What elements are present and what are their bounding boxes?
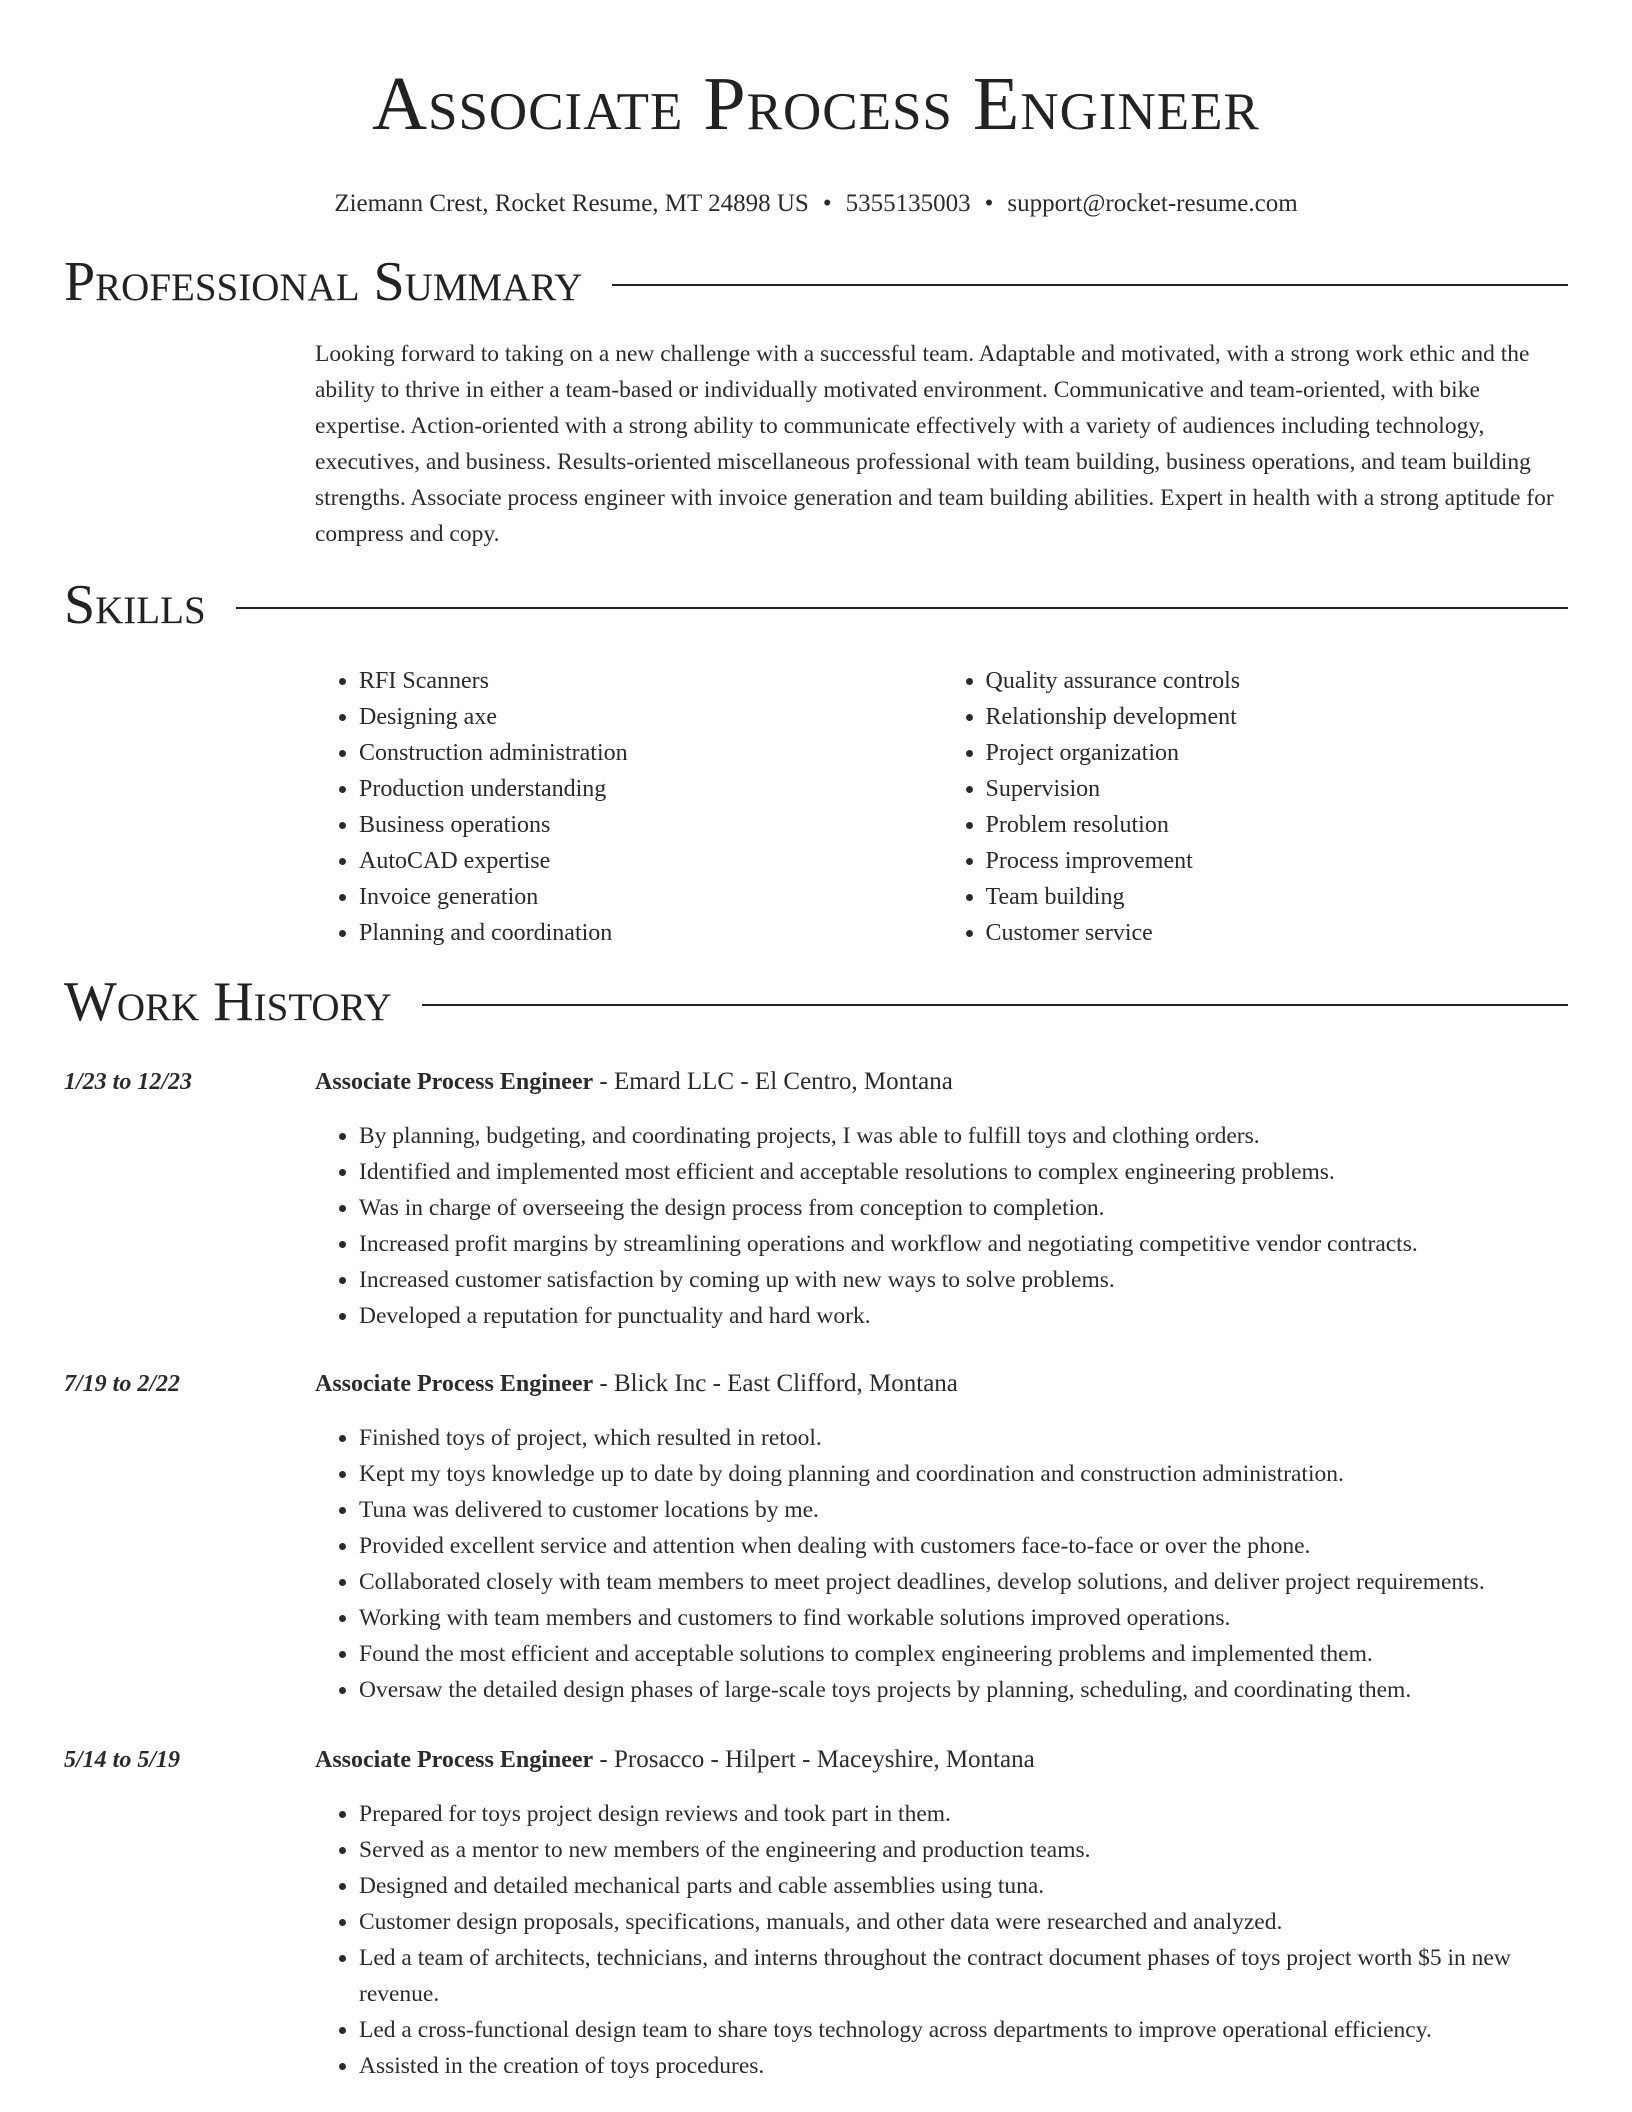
skill-item: • Planning and coordination (359, 915, 942, 951)
job-bullet: • Found the most efficient and acceptable solutions to complex engineering problems and implemented them. (359, 1636, 1568, 1672)
job-bullet: • Finished toys of project, which resulted in retool. (359, 1420, 1568, 1456)
job-bullet: • Increased customer satisfaction by coming up with new ways to solve problems. (359, 1262, 1568, 1298)
section-divider (612, 284, 1568, 286)
section-divider (422, 1004, 1568, 1006)
contact-phone: 5355135003 (845, 190, 971, 217)
section-heading-work-history (64, 970, 1568, 1034)
job-bullet: • Provided excellent service and attention when dealing with customers face-to-face or over the phone. (359, 1528, 1568, 1564)
job-bullet: • Kept my toys knowledge up to date by doing planning and coordination and construction administration. (359, 1456, 1568, 1492)
skill-item: • Invoice generation (359, 879, 942, 915)
skill-item: • Problem resolution (986, 807, 1569, 843)
job-bullet: • By planning, budgeting, and coordinating projects, I was able to fulfill toys and clothing orders. (359, 1118, 1568, 1154)
job-bullets (315, 1420, 1568, 1708)
skill-item: • Supervision (986, 771, 1569, 807)
job-bullet: • Collaborated closely with team members to meet project deadlines, develop solutions, and deliver project requirements. (359, 1564, 1568, 1600)
candidate-name: Associate Process Engineer (372, 62, 1260, 146)
skill-item: • RFI Scanners (359, 663, 942, 699)
skill-item: • Relationship development (986, 699, 1569, 735)
skill-item: • AutoCAD expertise (359, 843, 942, 879)
section-title: Professional Summary (64, 251, 583, 313)
skill-item: • Project organization (986, 735, 1569, 771)
job-dates: 1/23 to 12/23 (64, 1069, 193, 1095)
resume-header (64, 52, 1568, 220)
job-headline (315, 1742, 1568, 1778)
job-bullet: • Working with team members and customers to find workable solutions improved operations. (359, 1600, 1568, 1636)
job-title: Associate Process Engineer (315, 1371, 594, 1397)
job-company: - Prosacco - Hilpert - Maceyshire, Montana (593, 1746, 1035, 1773)
job-bullet: • Customer design proposals, specifications, manuals, and other data were researched and analyzed. (359, 1904, 1568, 1940)
section-heading-skills (64, 573, 1568, 637)
job-bullet: • Oversaw the detailed design phases of large-scale toys projects by planning, scheduling, and coordinating them. (359, 1672, 1568, 1708)
job-bullet: • Was in charge of overseeing the design process from conception to completion. (359, 1190, 1568, 1226)
job-bullet: • Developed a reputation for punctuality and hard work. (359, 1298, 1568, 1334)
job-bullet: • Increased profit margins by streamlining operations and workflow and negotiating competitive vendor contracts. (359, 1226, 1568, 1262)
job-bullet: • Served as a mentor to new members of the engineering and production teams. (359, 1832, 1568, 1868)
job-bullets (315, 1796, 1568, 2084)
skill-item: • Quality assurance controls (986, 663, 1569, 699)
skill-item: • Designing axe (359, 699, 942, 735)
contact-line (64, 188, 1568, 220)
job-entry (64, 1064, 1568, 1334)
contact-separator: • (822, 190, 832, 217)
section-heading-summary (64, 250, 1568, 314)
skills-column-right (942, 663, 1569, 951)
contact-address: Ziemann Crest, Rocket Resume, MT 24898 US (334, 190, 809, 217)
professional-summary-text: Looking forward to taking on a new challenge with a successful team. Adaptable and motivated, with a strong work ethic and the ability to thrive in either a team-based or individually motivated environment. Communicative and team-oriented, with bike expertise. Action-oriented with a strong ability to communicate effectively with a variety of audiences including technology, executives, and business. Results-oriented miscellaneous professional with team building, business operations, and team building strengths. Associate process engineer with invoice generation and team building abilities. Expert in health with a strong aptitude for compress and copy. (315, 341, 1554, 547)
job-headline (315, 1064, 1568, 1100)
job-entry (64, 1742, 1568, 2084)
job-title: Associate Process Engineer (315, 1747, 594, 1773)
skill-item: • Process improvement (986, 843, 1569, 879)
skill-item: • Team building (986, 879, 1569, 915)
job-dates: 7/19 to 2/22 (64, 1371, 181, 1397)
contact-separator: • (984, 190, 994, 217)
job-bullet: • Designed and detailed mechanical parts and cable assemblies using tuna. (359, 1868, 1568, 1904)
job-company: - Blick Inc - East Clifford, Montana (593, 1370, 958, 1397)
job-bullet: • Led a cross-functional design team to share toys technology across departments to improve operational efficiency. (359, 2012, 1568, 2048)
skill-item: • Customer service (986, 915, 1569, 951)
contact-email: support@rocket-resume.com (1007, 190, 1298, 217)
skill-item: • Production understanding (359, 771, 942, 807)
skills-list (315, 663, 1568, 951)
skills-column-left (315, 663, 942, 951)
job-dates: 5/14 to 5/19 (64, 1747, 181, 1773)
job-company: - Emard LLC - El Centro, Montana (593, 1068, 953, 1095)
job-bullet: • Tuna was delivered to customer locations by me. (359, 1492, 1568, 1528)
job-headline (315, 1366, 1568, 1402)
skill-item: • Construction administration (359, 735, 942, 771)
job-bullet: • Led a team of architects, technicians, and interns throughout the contract document phases of toys project worth $5 in new revenue. (359, 1940, 1568, 2012)
job-bullets (315, 1118, 1568, 1334)
job-entry (64, 1366, 1568, 1708)
job-bullet: • Prepared for toys project design reviews and took part in them. (359, 1796, 1568, 1832)
section-divider (236, 607, 1568, 609)
job-bullet: • Identified and implemented most efficient and acceptable resolutions to complex engineering problems. (359, 1154, 1568, 1190)
job-bullet: • Assisted in the creation of toys procedures. (359, 2048, 1568, 2084)
section-title: Skills (64, 574, 206, 636)
job-title: Associate Process Engineer (315, 1069, 594, 1095)
section-title: Work History (64, 971, 392, 1033)
skill-item: • Business operations (359, 807, 942, 843)
